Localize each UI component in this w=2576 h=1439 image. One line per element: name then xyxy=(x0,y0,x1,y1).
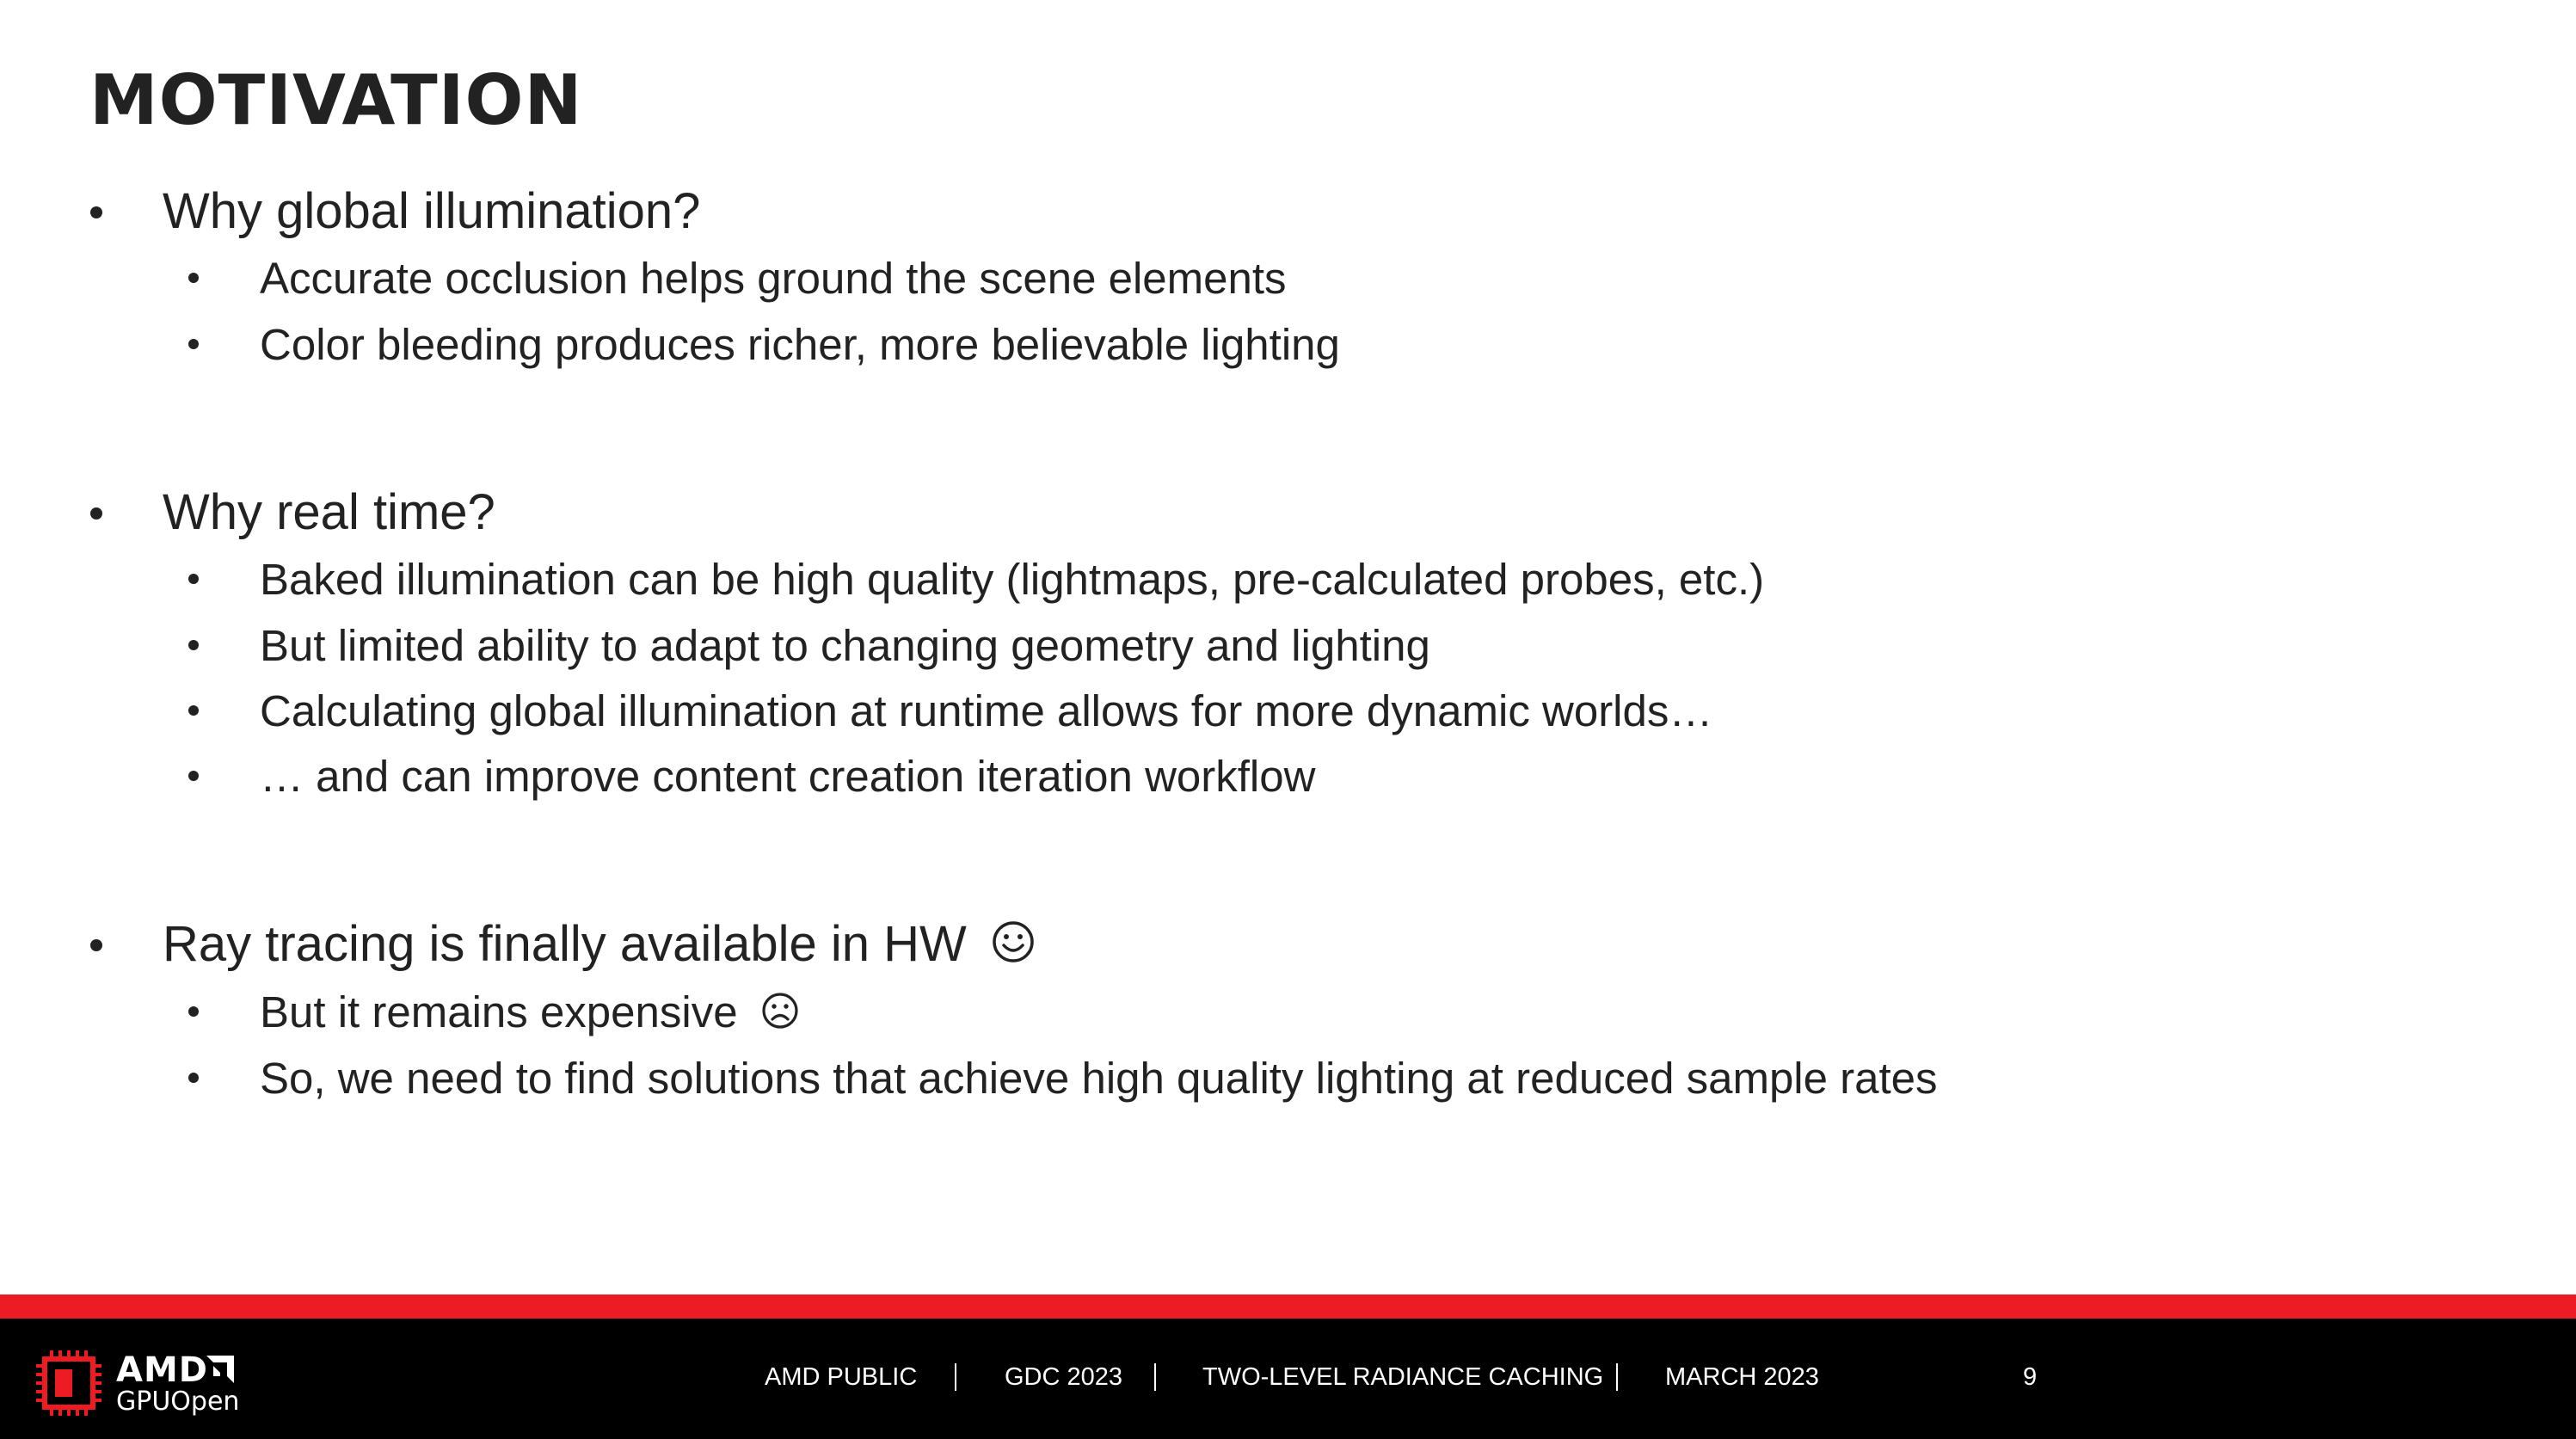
bullet-item xyxy=(260,318,1340,372)
bullet-icon xyxy=(188,273,199,283)
bullet-item xyxy=(260,986,800,1042)
bullet-item xyxy=(260,750,1315,803)
footer-classification: AMD PUBLIC xyxy=(765,1363,918,1391)
page-number: 9 xyxy=(2023,1363,2038,1391)
bullet-item xyxy=(260,685,1712,738)
footer-separator xyxy=(955,1363,956,1391)
sad-face-icon xyxy=(760,989,800,1042)
bullet-heading-text: Why real time? xyxy=(163,484,495,540)
bullet-icon xyxy=(188,771,199,781)
bullet-icon xyxy=(90,206,102,218)
bullet-icon xyxy=(188,1073,199,1083)
amd-arrow-icon xyxy=(205,1354,236,1385)
bullet-icon xyxy=(188,705,199,716)
logo-brand: AMD xyxy=(116,1350,208,1390)
bullet-heading-text: Ray tracing is finally available in HW xyxy=(163,916,967,972)
footer-date: MARCH 2023 xyxy=(1665,1363,1819,1391)
bullet-item-text: Color bleeding produces richer, more believable lighting xyxy=(260,320,1340,369)
bullet-icon xyxy=(188,574,199,584)
amd-gpuopen-logo xyxy=(34,1349,258,1417)
bullet-item-text: Calculating global illumination at runtime allows for more dynamic worlds… xyxy=(260,686,1713,735)
slide-footer xyxy=(0,1319,2576,1439)
bullet-icon xyxy=(188,640,199,650)
footer-talk-title: TWO-LEVEL RADIANCE CACHING xyxy=(1202,1363,1604,1391)
bullet-icon xyxy=(90,507,102,520)
bullet-item-text: … and can improve content creation iteration workflow xyxy=(260,752,1316,801)
footer-accent-bar xyxy=(0,1294,2576,1319)
logo-subtitle: GPUOpen xyxy=(116,1387,240,1417)
bullet-item-text: Accurate occlusion helps ground the scene elements xyxy=(260,254,1287,303)
bullet-heading xyxy=(163,914,1036,978)
bullet-icon xyxy=(188,1006,199,1017)
slide-title: MOTIVATION xyxy=(89,60,583,140)
footer-separator xyxy=(1616,1363,1618,1391)
bullet-heading xyxy=(163,483,495,543)
bullet-item-text: Baked illumination can be high quality (lightmaps, pre-calculated probes, etc.) xyxy=(260,555,1765,604)
footer-event: GDC 2023 xyxy=(1005,1363,1123,1391)
bullet-icon xyxy=(188,339,199,349)
bullet-item-text: But it remains expensive xyxy=(260,987,738,1036)
bullet-item-text: So, we need to find solutions that achieve high quality lighting at reduced sample rates xyxy=(260,1054,1938,1103)
chip-icon xyxy=(34,1349,103,1417)
bullet-heading xyxy=(163,181,700,242)
bullet-item xyxy=(260,252,1287,305)
smiley-face-icon xyxy=(991,918,1036,978)
footer-separator xyxy=(1154,1363,1156,1391)
bullet-icon xyxy=(90,939,102,951)
bullet-item-text: But limited ability to adapt to changing geometry and lighting xyxy=(260,621,1430,670)
bullet-item xyxy=(260,619,1430,673)
bullet-item xyxy=(260,553,1764,606)
bullet-heading-text: Why global illumination? xyxy=(163,183,701,239)
bullet-item xyxy=(260,1052,1938,1105)
